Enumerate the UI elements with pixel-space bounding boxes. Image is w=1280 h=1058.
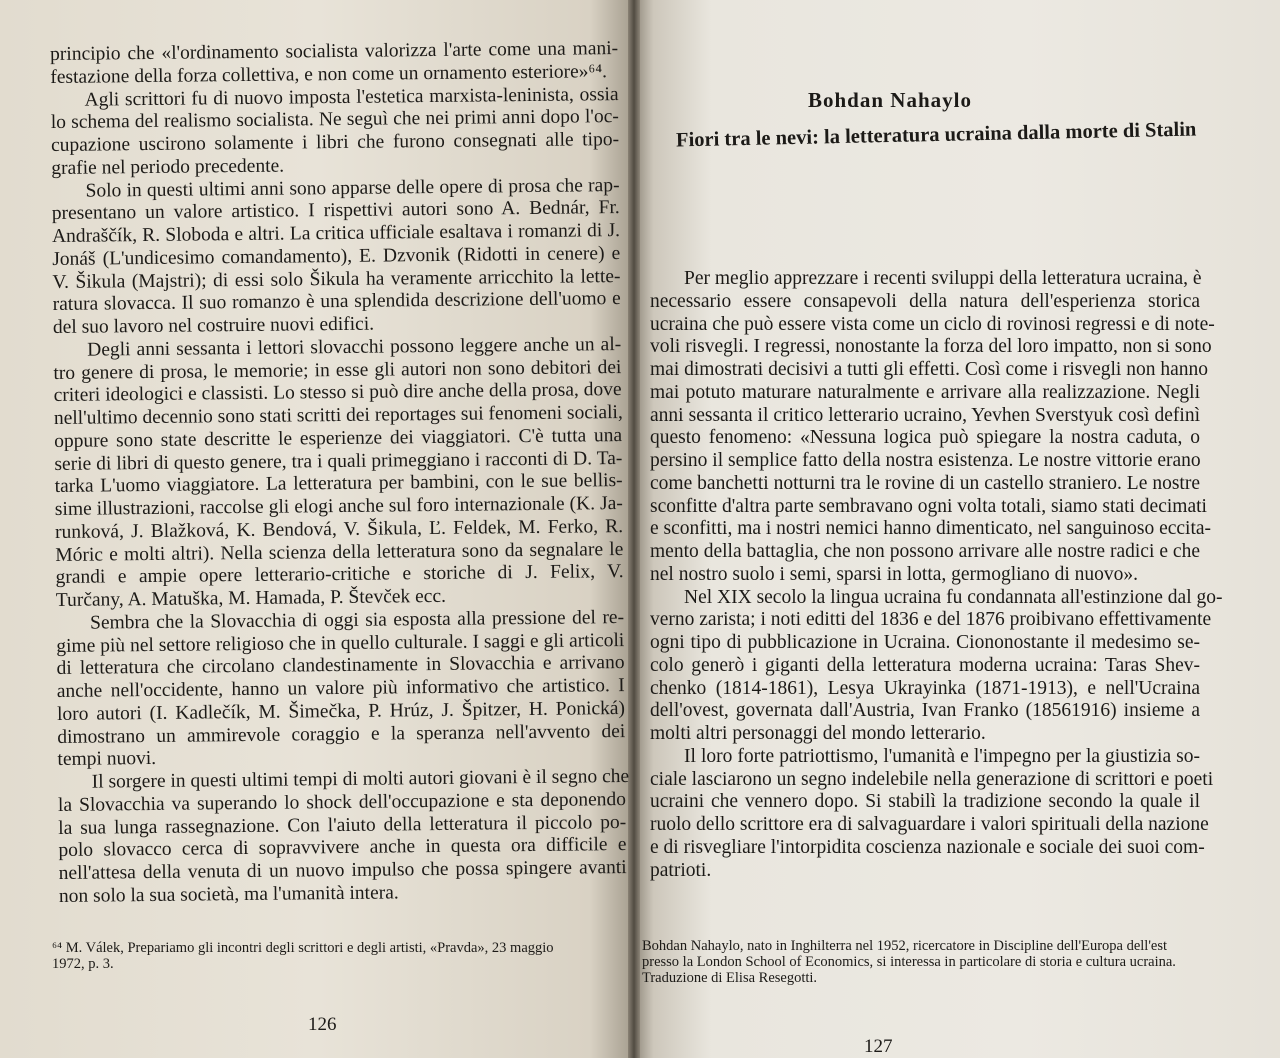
text-line: Degli anni sessanta i lettori slovacchi possono leggere anche un al- xyxy=(87,333,622,361)
text-line: presentano un valore artistico. I rispettivi autori sono A. Bednár, Fr. xyxy=(51,197,620,225)
footnote-line: 1972, p. 3. xyxy=(52,956,114,972)
text-line: grandi e ampie opere letterario-critiche e storiche di J. Felix, V. xyxy=(55,561,624,589)
text-line: ratura slovacca. Il suo romanzo è una splendida descrizione dell'uomo e xyxy=(52,288,621,316)
text-line: non solo la sua società, ma l'umanità intera. xyxy=(58,882,399,907)
text-line: patrioti. xyxy=(650,859,712,881)
footnote-line: ⁶⁴ M. Válek, Prepariamo gli incontri degli scrittori e degli artisti, «Pravda», 23 maggio xyxy=(52,940,554,956)
text-line: Solo in questi ultimi anni sono apparse delle opere di prosa che rap- xyxy=(85,174,620,202)
text-line: Per meglio apprezzare i recenti sviluppi della letteratura ucraina, è xyxy=(684,268,1202,289)
text-line: Nel XIX secolo la lingua ucraina fu condannata all'estinzione dal go- xyxy=(684,586,1223,608)
text-line: verno zarista; i noti editti del 1836 e del 1876 proibivano effettivamente xyxy=(650,609,1212,631)
left-footnote xyxy=(52,940,612,972)
text-line: sconfitte d'altra parte sembravano ogni volta totali, siamo stati decimati xyxy=(650,495,1207,517)
text-line: V. Šikula (Majstri); di essi solo Šikula ha veramente arricchito la lette- xyxy=(52,265,621,293)
text-line: Jonáš (L'undicesimo comandamento), E. Dzvonik (Ridotti in cenere) e xyxy=(52,242,621,270)
text-line: polo slovacco cerca di sopravvivere anche in questa ora difficile e xyxy=(58,834,627,862)
text-line: gime più nel settore religioso che in quello culturale. I saggi e gli articoli xyxy=(56,629,625,657)
text-line: dimostrano un ammirevole coraggio e la speranza nell'avvento dei xyxy=(57,720,626,748)
text-line: ciale lasciarono un segno indelebile nella generazione di scrittori e poeti xyxy=(650,768,1214,790)
text-line: voli risvegli. I regressi, nonostante la forza del loro impatto, non si sono xyxy=(650,336,1212,358)
text-line: grafie nel periodo precedente. xyxy=(51,155,285,179)
text-line: Il sorgere in questi ultimi tempi di molti autori giovani è il segno che xyxy=(91,765,630,793)
text-line: serie di libri di questo genere, tra i quali primeggiano i racconti di D. Ta- xyxy=(54,447,623,475)
footnote-line: Bohdan Nahaylo, nato in Inghilterra nel 1952, ricercatore in Discipline dell'Europa dell'est xyxy=(642,938,1168,954)
text-line: Andraščík, R. Sloboda e altri. La critica ufficiale esaltava i romanzi di J. xyxy=(51,220,621,247)
text-line: ruolo dello scrittore era di salvaguardare i valori spirituali della nazione xyxy=(650,814,1209,835)
text-line: sime illustrazioni, raccolse gli elogi anche sul foro internazionale (K. Ja- xyxy=(54,493,623,520)
text-line: questo fenomeno: «Nessuna logica può spiegare la nostra caduta, o xyxy=(650,427,1200,449)
text-line: di letteratura che circolano clandestinamente in Slovacchia e arrivano xyxy=(56,652,625,680)
text-line: lo schema del realismo socialista. Ne seguì che nei primi anni dopo l'oc- xyxy=(50,106,619,134)
text-line: cupazione uscirono solamente i libri che furono consegnati alle tipo- xyxy=(50,129,620,156)
text-line: e sconfitti, ma i nostri nemici hanno dimenticato, nel sanguinoso eccita- xyxy=(650,518,1212,540)
text-line: Turčany, A. Matuška, M. Hamada, P. Števček ecc. xyxy=(55,585,447,611)
text-line: mento della battaglia, che non possono arrivare alle nostre radici e che xyxy=(650,541,1200,562)
text-line: Sembra che la Slovacchia di oggi sia esposta alla pressione del re- xyxy=(89,606,625,634)
text-line: tro genere di prosa, le memorie; in esse gli autori non sono debitori dei xyxy=(53,356,622,384)
footnote-line: presso la London School of Economics, si interessa in particolare di storia e cultura ucraina. xyxy=(642,954,1176,970)
text-line: ucraini che vennero dopo. Si stabilì la tradizione secondo la quale il xyxy=(650,791,1200,813)
text-line: anni sessanta il critico letterario ucraino, Yevhen Sverstyuk così definì xyxy=(650,404,1200,426)
text-line: festazione della forza collettiva, e non come un ornamento esteriore»⁶⁴. xyxy=(50,60,608,88)
text-line: tarka L'uomo viaggiatore. La letteratura per bambini, con le sue bellis- xyxy=(54,470,623,498)
text-line: colo generò i giganti della letteratura moderna ucraina: Taras Shev- xyxy=(650,654,1200,676)
text-line: tempi nuovi. xyxy=(57,748,157,771)
chapter-title: Fiori tra le nevi: la letteratura ucraina dalla morte di Stalin xyxy=(675,118,1197,152)
text-line: e di risvegliare l'intorpidita coscienza nazionale e sociale dei suoi com- xyxy=(650,836,1205,858)
text-line: del suo lavoro nel costruire nuovi edifici. xyxy=(52,313,375,338)
text-line: principio che «l'ordinamento socialista valorizza l'arte come una mani- xyxy=(50,38,619,65)
text-line: chenko (1814-1861), Lesya Ukrayinka (1871-1913), e nell'Ucraina xyxy=(650,677,1200,699)
text-line: loro autori (I. Kadlečík, M. Šimečka, P. Hrúz, J. Špitzer, H. Ponická) xyxy=(56,697,626,725)
text-line: ucraina che può essere vista come un ciclo di rovinosi regressi e di note- xyxy=(650,313,1215,335)
text-line: molti altri personaggi del mondo letterario. xyxy=(650,723,986,744)
text-line: dell'ovest, governata dall'Austria, Ivan Franko (18561916) insieme a xyxy=(650,700,1200,722)
text-line: nel nostro suolo i semi, sparsi in lotta, germogliano di nuovo». xyxy=(650,563,1138,585)
text-line: nell'attesa della venuta di un nuovo impulso che possa spingere avanti xyxy=(58,857,627,884)
left-page-body xyxy=(50,38,630,908)
right-footnote xyxy=(642,938,1217,986)
text-line: Móric e molti altri). Nella scienza della letteratura sono da segnalare le xyxy=(55,538,624,566)
text-line: oppure sono state descritte le esperienze dei viaggiatori. C'è tutta una xyxy=(54,424,623,452)
text-line: ogni tipo di pubblicazione in Ucraina. Ciononostante il medesimo se- xyxy=(650,632,1200,653)
chapter-author: Bohdan Nahaylo xyxy=(808,88,972,112)
text-line: mai potuto maturare naturalmente e arrivare alla realizzazione. Negli xyxy=(650,381,1200,403)
text-line: anche nell'occidente, hanno un valore più informativo che artistico. I xyxy=(56,675,625,702)
text-line: come banchetti notturni tra le rovine di un castello straniero. Le nostre xyxy=(650,472,1200,494)
footnote-line: Traduzione di Elisa Resegotti. xyxy=(642,970,818,986)
text-line: Il loro forte patriottismo, l'umanità e l'impegno per la giustizia so- xyxy=(684,745,1200,767)
book-gutter xyxy=(628,0,640,1058)
text-line: Agli scrittori fu di nuovo imposta l'estetica marxista-leninista, ossia xyxy=(84,83,619,111)
right-page-body xyxy=(650,268,1223,882)
text-line: la Slovacchia va superando lo shock dell'occupazione e sta deponendo xyxy=(57,788,627,816)
text-line: mai dimostrati decisivi a tutti gli effetti. Così come i risvegli non hanno xyxy=(650,359,1209,380)
text-line: persino il semplice fatto della nostra esistenza. Le nostre vittorie erano xyxy=(650,450,1201,471)
page-number-left: 126 xyxy=(308,1014,337,1035)
text-line: runková, J. Blažková, K. Bendová, V. Šikula, Ľ. Feldek, M. Ferko, R. xyxy=(55,515,624,543)
text-line: la sua lunga rassegnazione. Con l'aiuto della letteratura il piccolo po- xyxy=(58,811,627,839)
text-line: necessario essere consapevoli della natura dell'esperienza storica xyxy=(650,290,1200,312)
text-line: criteri ideologici e classisti. Lo stesso si può dire anche della prosa, dove xyxy=(53,379,622,407)
text-line: nell'ultimo decennio sono stati scritti dei reportages sui fenomeni sociali, xyxy=(53,402,623,429)
page-number-right: 127 xyxy=(864,1036,893,1057)
